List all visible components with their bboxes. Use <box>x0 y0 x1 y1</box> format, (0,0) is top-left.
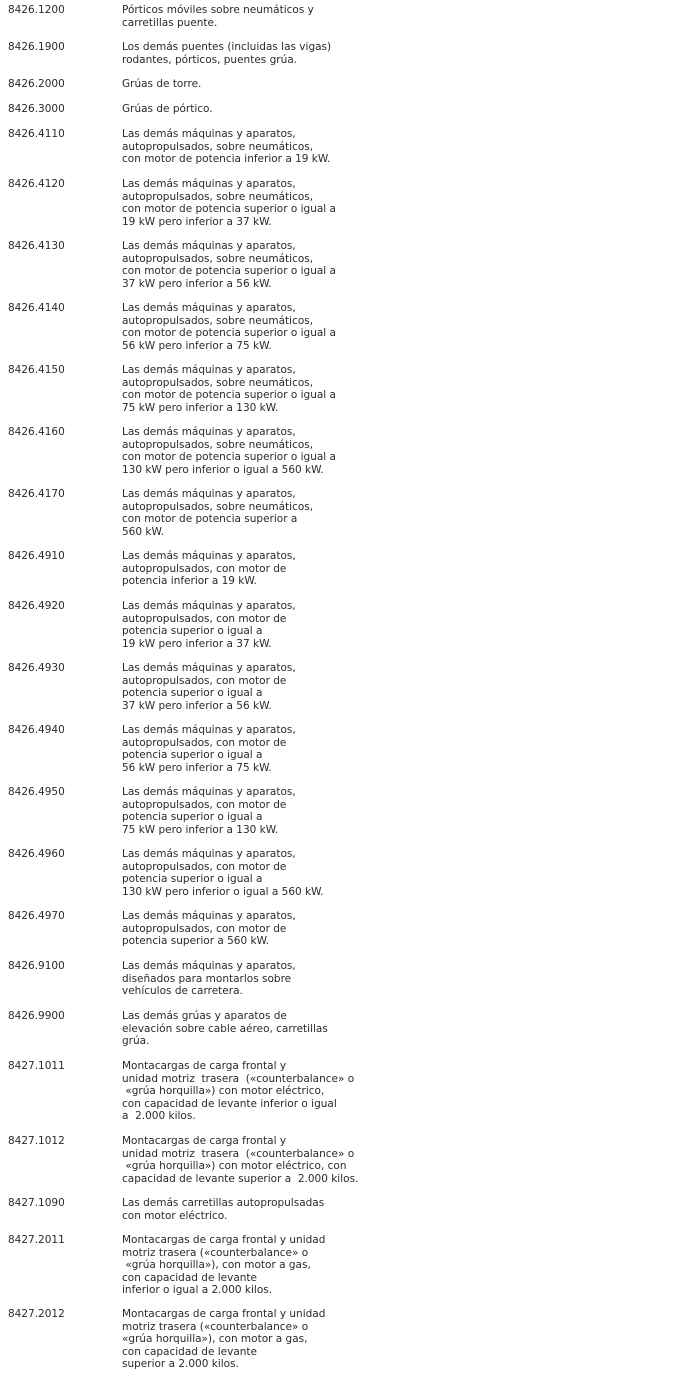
description-line: 560 kW. <box>122 525 164 538</box>
description-line: grúa. <box>122 1035 150 1047</box>
description-line: 19 kW pero inferior a 37 kW. <box>122 215 272 228</box>
description-line: autopropulsados, sobre neumáticos, <box>122 500 314 513</box>
description-line: Las demás máquinas y aparatos, <box>122 960 296 972</box>
tariff-description <box>122 1060 692 1123</box>
description-line: 37 kW pero inferior a 56 kW. <box>122 277 272 290</box>
tariff-code: 8426.3000 <box>8 103 65 115</box>
tariff-description <box>122 1308 692 1371</box>
description-line: Las demás máquinas y aparatos, <box>122 724 296 736</box>
description-line: Las demás máquinas y aparatos, <box>122 910 296 922</box>
tariff-description <box>122 4 692 29</box>
description-line: Las demás máquinas y aparatos, <box>122 426 296 438</box>
tariff-description <box>122 550 692 588</box>
tariff-code: 8426.4140 <box>8 302 65 314</box>
tariff-code: 8427.2011 <box>8 1234 65 1246</box>
description-line: con motor de potencia superior o igual a <box>122 265 336 277</box>
tariff-description <box>122 662 692 712</box>
tariff-code: 8426.4950 <box>8 786 65 798</box>
tariff-description <box>122 910 692 948</box>
tariff-description <box>122 240 692 290</box>
description-line: Pórticos móviles sobre neumáticos y <box>122 4 314 16</box>
tariff-description <box>122 78 692 91</box>
description-line: rodantes, pórticos, puentes grúa. <box>122 53 297 66</box>
description-line: «grúa horquilla»), con motor a gas, <box>122 1259 311 1271</box>
description-line: motriz trasera («counterbalance» o <box>122 1246 309 1259</box>
description-line: diseñados para montarlos sobre <box>122 972 292 985</box>
description-line: autopropulsados, sobre neumáticos, <box>122 314 314 327</box>
tariff-code: 8426.4930 <box>8 662 65 674</box>
description-line: Las demás máquinas y aparatos, <box>122 178 296 190</box>
description-line: «grúa horquilla») con motor eléctrico, <box>122 1085 325 1097</box>
description-line: capacidad de levante superior a 2.000 kilos. <box>122 1172 359 1185</box>
tariff-code: 8426.9900 <box>8 1010 65 1022</box>
tariff-description <box>122 488 692 538</box>
description-line: superior a 2.000 kilos. <box>122 1358 239 1370</box>
tariff-code: 8426.4940 <box>8 724 65 736</box>
description-line: Las demás máquinas y aparatos, <box>122 848 296 860</box>
description-line: Grúas de torre. <box>122 78 202 90</box>
description-line: autopropulsados, sobre neumáticos, <box>122 252 314 265</box>
description-line: con motor de potencia superior o igual a <box>122 203 336 215</box>
description-line: autopropulsados, con motor de <box>122 922 287 935</box>
tariff-code: 8426.4910 <box>8 550 65 562</box>
description-line: 37 kW pero inferior a 56 kW. <box>122 699 272 712</box>
description-line: autopropulsados, con motor de <box>122 860 287 873</box>
description-line: autopropulsados, con motor de <box>122 612 287 625</box>
description-line: 130 kW pero inferior o igual a 560 kW. <box>122 885 324 898</box>
description-line: Las demás máquinas y aparatos, <box>122 364 296 376</box>
description-line: con capacidad de levante inferior o igual <box>122 1097 337 1110</box>
tariff-code: 8426.2000 <box>8 78 65 90</box>
tariff-code: 8426.4120 <box>8 178 65 190</box>
tariff-description <box>122 786 692 836</box>
tariff-description <box>122 724 692 774</box>
description-line: motriz trasera («counterbalance» o <box>122 1320 309 1333</box>
description-line: autopropulsados, con motor de <box>122 562 287 575</box>
description-line: Grúas de pórtico. <box>122 103 213 115</box>
description-line: Las demás carretillas autopropulsadas <box>122 1197 325 1209</box>
description-line: con motor de potencia superior o igual a <box>122 389 336 401</box>
description-line: «grúa horquilla») con motor eléctrico, con <box>122 1160 347 1172</box>
tariff-code: 8427.1012 <box>8 1135 65 1147</box>
description-line: Las demás máquinas y aparatos, <box>122 302 296 314</box>
description-line: unidad motriz trasera («counterbalance» o <box>122 1147 355 1160</box>
description-line: autopropulsados, sobre neumáticos, <box>122 190 314 203</box>
description-line: con motor de potencia superior o igual a <box>122 451 336 463</box>
description-line: 56 kW pero inferior a 75 kW. <box>122 761 272 774</box>
description-line: «grúa horquilla»), con motor a gas, <box>122 1333 308 1345</box>
description-line: Montacargas de carga frontal y unidad <box>122 1308 326 1320</box>
description-line: potencia superior o igual a <box>122 625 263 637</box>
description-line: con capacidad de levante <box>122 1345 258 1358</box>
description-line: potencia superior o igual a <box>122 873 263 885</box>
tariff-code: 8426.4970 <box>8 910 65 922</box>
tariff-description <box>122 426 692 476</box>
tariff-description <box>122 848 692 898</box>
description-line: con capacidad de levante <box>122 1271 258 1284</box>
description-line: Las demás grúas y aparatos de <box>122 1010 287 1022</box>
description-line: Montacargas de carga frontal y <box>122 1060 287 1072</box>
tariff-code: 8427.2012 <box>8 1308 65 1320</box>
tariff-code: 8426.4160 <box>8 426 65 438</box>
tariff-code: 8426.4960 <box>8 848 65 860</box>
description-line: potencia superior a 560 kW. <box>122 935 270 947</box>
description-line: autopropulsados, con motor de <box>122 798 287 811</box>
description-line: con motor de potencia superior o igual a <box>122 327 336 339</box>
tariff-description <box>122 1135 692 1185</box>
description-line: unidad motriz trasera («counterbalance» o <box>122 1072 355 1085</box>
tariff-description <box>122 178 692 228</box>
description-line: Las demás máquinas y aparatos, <box>122 662 296 674</box>
description-line: potencia inferior a 19 kW. <box>122 575 257 587</box>
tariff-description <box>122 960 692 998</box>
description-line: potencia superior o igual a <box>122 811 263 823</box>
description-line: Montacargas de carga frontal y <box>122 1135 287 1147</box>
description-line: autopropulsados, con motor de <box>122 674 287 687</box>
tariff-code: 8426.1200 <box>8 4 65 16</box>
description-line: Las demás máquinas y aparatos, <box>122 550 296 562</box>
description-line: carretillas puente. <box>122 16 218 29</box>
description-line: a 2.000 kilos. <box>122 1110 196 1122</box>
description-line: Las demás máquinas y aparatos, <box>122 128 296 140</box>
tariff-description <box>122 41 692 66</box>
tariff-description <box>122 1197 692 1222</box>
description-line: inferior o igual a 2.000 kilos. <box>122 1284 273 1296</box>
description-line: autopropulsados, con motor de <box>122 736 287 749</box>
description-line: con motor de potencia superior a <box>122 513 298 525</box>
description-line: Montacargas de carga frontal y unidad <box>122 1234 326 1246</box>
description-line: vehículos de carretera. <box>122 985 243 997</box>
description-line: Las demás máquinas y aparatos, <box>122 240 296 252</box>
description-line: autopropulsados, sobre neumáticos, <box>122 140 314 153</box>
tariff-description <box>122 128 692 166</box>
description-line: autopropulsados, sobre neumáticos, <box>122 376 314 389</box>
description-line: Las demás máquinas y aparatos, <box>122 600 296 612</box>
description-line: 75 kW pero inferior a 130 kW. <box>122 401 279 414</box>
description-line: con motor de potencia inferior a 19 kW. <box>122 153 331 165</box>
description-line: elevación sobre cable aéreo, carretillas <box>122 1022 328 1035</box>
tariff-code: 8426.4110 <box>8 128 65 140</box>
tariff-code: 8426.4130 <box>8 240 65 252</box>
tariff-code: 8427.1011 <box>8 1060 65 1072</box>
tariff-code: 8426.4150 <box>8 364 65 376</box>
tariff-description <box>122 302 692 352</box>
tariff-description <box>122 1234 692 1297</box>
tariff-description <box>122 364 692 414</box>
tariff-code: 8427.1090 <box>8 1197 65 1209</box>
description-line: Las demás máquinas y aparatos, <box>122 488 296 500</box>
description-line: 19 kW pero inferior a 37 kW. <box>122 637 272 650</box>
tariff-code: 8426.1900 <box>8 41 65 53</box>
description-line: 75 kW pero inferior a 130 kW. <box>122 823 279 836</box>
description-line: 130 kW pero inferior o igual a 560 kW. <box>122 463 324 476</box>
description-line: potencia superior o igual a <box>122 749 263 761</box>
tariff-description <box>122 600 692 650</box>
tariff-description <box>122 1010 692 1048</box>
description-line: autopropulsados, sobre neumáticos, <box>122 438 314 451</box>
tariff-code: 8426.9100 <box>8 960 65 972</box>
description-line: con motor eléctrico. <box>122 1209 228 1222</box>
description-line: Los demás puentes (incluidas las vigas) <box>122 41 332 53</box>
tariff-description <box>122 103 692 116</box>
tariff-code: 8426.4170 <box>8 488 65 500</box>
tariff-code: 8426.4920 <box>8 600 65 612</box>
description-line: potencia superior o igual a <box>122 687 263 699</box>
description-line: 56 kW pero inferior a 75 kW. <box>122 339 272 352</box>
description-line: Las demás máquinas y aparatos, <box>122 786 296 798</box>
